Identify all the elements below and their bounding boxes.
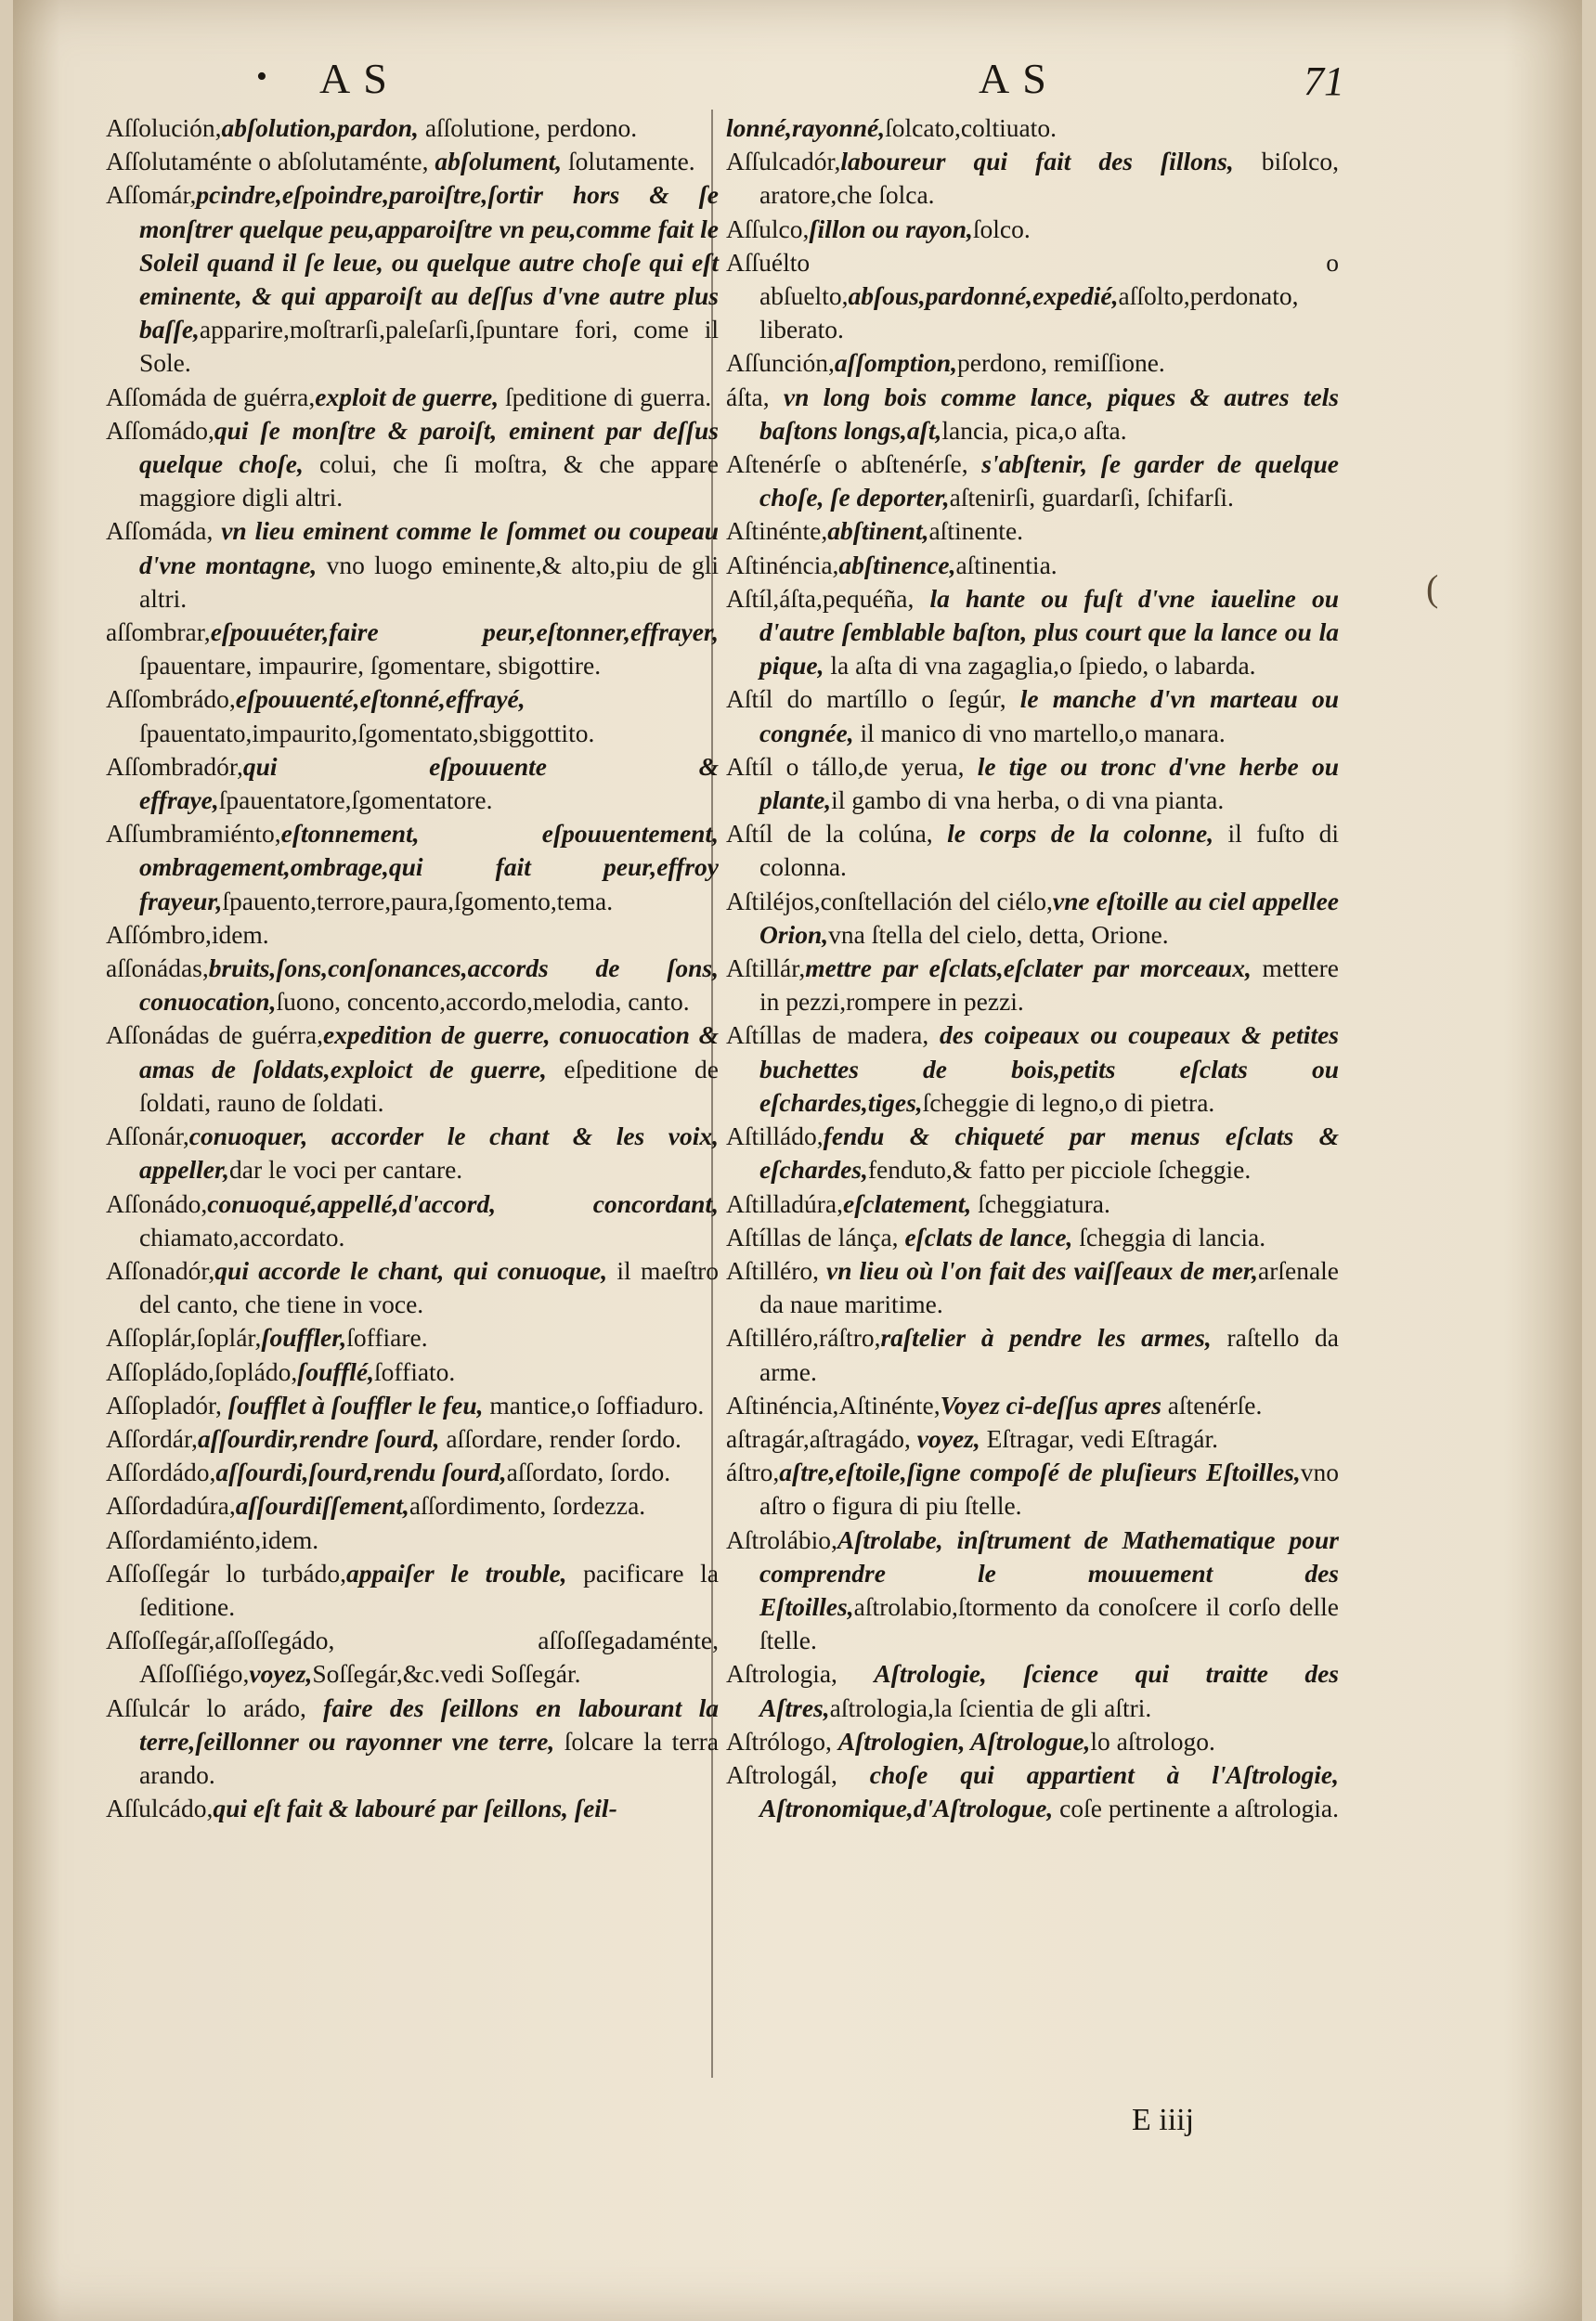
entry-french: lonné,rayonné, <box>726 113 886 142</box>
entry-french: eſpouuéter,faire peur,eſtonner,effrayer, <box>210 617 719 647</box>
entry-italian: vna ſtella del cielo, detta, Orione. <box>828 919 1169 949</box>
entry-french: Aſtrologie, ſcience qui traitte des Aſtres, <box>759 1659 1339 1722</box>
entry-headword: Aſtillár, <box>726 953 806 983</box>
entry-headword: Aſtenérſe o abſtenérſe, <box>726 449 982 479</box>
dictionary-entry <box>106 1120 719 1186</box>
printer-signature: E iiij <box>1132 2103 1195 2137</box>
entry-headword: Aſtrologál, <box>726 1759 870 1789</box>
entry-italian: aſſolto,perdonato, liberato. <box>759 281 1299 344</box>
entry-italian: ſcheggiatura. <box>971 1188 1110 1218</box>
entry-headword: Aſſonádo, <box>106 1188 208 1218</box>
dictionary-entry <box>726 1758 1339 1825</box>
entry-italian: aſtinentia. <box>955 550 1058 579</box>
dictionary-entry <box>726 1221 1339 1254</box>
entry-italian: il fuſto di colonna. <box>759 819 1339 882</box>
running-head-left: AS <box>319 55 400 102</box>
entry-italian: aſtenérſe. <box>1161 1390 1263 1420</box>
entry-headword: Aſtinénte, <box>726 516 828 546</box>
entry-headword: Aſſombrádo, <box>106 684 236 714</box>
entry-headword: Aſſulcár lo arádo, <box>106 1692 324 1722</box>
entry-italian: mantice,o ſoffiaduro. <box>483 1390 705 1420</box>
entry-french: qui ſe monſtre & paroiſt, eminent par deſſus quelque choſe, <box>139 415 719 479</box>
entry-italian: ſpauentare, impaurire, ſgomentare, sbigottire. <box>139 651 602 681</box>
entry-headword: áſtro, <box>726 1458 780 1487</box>
dictionary-entry <box>726 682 1339 749</box>
entry-french: la hante ou fuſt d'vne iaueline ou d'autre ſemblable baſton, plus court que la lance ou la pique, <box>759 583 1339 681</box>
entry-french: expedition de guerre, conuocation & amas de ſoldats,exploict de guerre, <box>139 1020 719 1083</box>
dictionary-entry <box>106 1254 719 1321</box>
entry-french: abſous,pardonné,expedié, <box>848 281 1119 311</box>
entry-headword: Aſſulcadór, <box>726 147 841 176</box>
entry-italian: aſſordimento, ſordezza. <box>409 1491 646 1521</box>
dictionary-entry <box>726 817 1339 884</box>
entry-italian: Eſtragar, vedi Eſtragár. <box>980 1423 1218 1453</box>
entry-french: raſtelier à pendre les armes, <box>880 1323 1212 1353</box>
entry-headword: Aſſombradór, <box>106 751 243 781</box>
entry-italian: aſtenirſi, guardarſi, ſchifarſi. <box>949 483 1234 512</box>
entry-headword: Aſtíl do martíllo o ſegúr, <box>726 684 1020 714</box>
dictionary-entry <box>106 1321 719 1355</box>
entry-headword: Aſtrólogo, <box>726 1726 838 1756</box>
entry-french: s'abſtenir, ſe garder de quelque choſe, ſe deporter, <box>759 449 1339 512</box>
entry-headword: Aſtíllas de lánça, <box>726 1222 905 1251</box>
dictionary-entry <box>106 414 719 515</box>
dictionary-entry <box>726 447 1339 514</box>
entry-headword: Aſſulco, <box>726 214 810 243</box>
dictionary-entry <box>726 1725 1339 1758</box>
dictionary-entry <box>726 213 1339 246</box>
dictionary-entry <box>106 1624 719 1691</box>
entry-italian: il manico di vno martello,o manara. <box>853 718 1226 747</box>
dictionary-entry <box>726 885 1339 952</box>
dictionary-entry <box>106 1389 719 1422</box>
dictionary-entry <box>726 1389 1339 1422</box>
entry-italian: ſoffiare. <box>346 1323 428 1353</box>
dictionary-column-left <box>106 111 719 1825</box>
book-page <box>13 0 1582 2321</box>
entry-italian: ſolcare la terra arando. <box>139 1726 719 1789</box>
entry-french: vn long bois comme lance, piques & autres tels baſtons longs,aſt, <box>759 382 1340 445</box>
entry-italian: aſſordare, render ſordo. <box>439 1423 681 1453</box>
dictionary-entry <box>106 1557 719 1624</box>
dictionary-entry <box>106 1692 719 1793</box>
entry-headword: Aſſulcádo, <box>106 1794 214 1823</box>
dictionary-entry <box>106 1456 719 1489</box>
entry-headword: Aſtiléjos,conſtellación del ciélo, <box>726 886 1053 915</box>
entry-french: ſouffler, <box>261 1323 347 1353</box>
entry-italian: coſe pertinente a aſtrologia. <box>1053 1794 1340 1823</box>
entry-french: ſillon ou rayon, <box>809 214 973 243</box>
entry-french: eſtonnement, eſpouuentement, ombragement,ombrage,qui fait peur,effroy frayeur, <box>139 819 719 915</box>
dictionary-entry <box>106 750 719 817</box>
entry-headword: Aſſumbramiénto, <box>106 819 281 849</box>
entry-headword: Aſſolución, <box>106 113 222 142</box>
dictionary-entry <box>726 346 1339 380</box>
dictionary-entry <box>726 582 1339 683</box>
entry-headword: Aſſomáda, <box>106 516 222 546</box>
entry-italian: ſcheggie di legno,o di pietra. <box>922 1087 1215 1117</box>
entry-french: voyez, <box>916 1423 980 1453</box>
entry-italian: pacificare la ſeditione. <box>139 1558 719 1621</box>
dictionary-entry <box>726 1018 1339 1120</box>
entry-headword: Aſſomáda de guérra, <box>106 382 316 411</box>
entry-italian: aſtinente. <box>928 516 1024 546</box>
entry-italian: ſpauento,terrore,paura,ſgomento,tema. <box>222 886 614 915</box>
dictionary-entry <box>106 1489 719 1523</box>
entry-headword: Aſtíl o tállo,de yerua, <box>726 751 978 781</box>
entry-french: mettre par eſclats,eſclater par morceaux, <box>805 953 1252 983</box>
entry-italian: vno aſtro o figura di piu ſtelle. <box>759 1458 1339 1521</box>
entry-headword: aſtragár,aſtragádo, <box>726 1423 917 1453</box>
dictionary-entry <box>726 952 1339 1018</box>
entry-headword: Aſſordádo, <box>106 1458 216 1487</box>
entry-italian: aſtrolabio,ſtormento da conoſcere il corſo delle ſtelle. <box>759 1591 1339 1655</box>
entry-french: Voyez ci-deſſus apres <box>940 1390 1161 1420</box>
entry-italian: aſſordato, ſordo. <box>506 1458 671 1487</box>
dictionary-entry <box>106 1187 719 1254</box>
dictionary-entry <box>106 514 719 616</box>
entry-headword: Aſtilléro,ráſtro, <box>726 1323 881 1353</box>
dictionary-entry <box>726 381 1339 447</box>
entry-italian: ſuono, concento,accordo,melodia, canto. <box>276 987 690 1017</box>
entry-french: abſtinence, <box>838 550 956 579</box>
entry-french: ſoufflet à ſouffler le feu, <box>227 1390 484 1420</box>
entry-italian: ſolco. <box>972 214 1031 243</box>
running-head-right: AS <box>979 55 1059 102</box>
entry-french: ſoufflé, <box>297 1356 374 1386</box>
entry-italian: la aſta di vna zagaglia,o ſpiedo, o labarda. <box>824 651 1256 681</box>
entry-headword: Aſſordamiénto,idem. <box>106 1524 319 1554</box>
entry-french: conuoquer, accorder le chant & les voix, appeller, <box>139 1122 719 1185</box>
entry-french: faire des ſeillons en labourant la terre,ſeillonner ou rayonner vne terre, <box>139 1692 719 1756</box>
dictionary-entry <box>726 750 1339 817</box>
dictionary-entry <box>106 918 719 952</box>
entry-french: vne eſtoille au ciel appellee Orion, <box>759 886 1339 949</box>
dictionary-entry <box>726 1456 1339 1523</box>
dictionary-entry <box>106 1524 719 1557</box>
dictionary-entry <box>726 111 1339 145</box>
dictionary-entry <box>106 381 719 414</box>
entry-french: le tige ou tronc d'vne herbe ou plante, <box>759 751 1339 815</box>
entry-headword: Aſſomádo, <box>106 415 214 445</box>
dictionary-entry <box>106 1422 719 1456</box>
entry-french: vn lieu où l'on fait des vaiſſeaux de mer, <box>826 1255 1258 1285</box>
entry-french: Aſtrolabe, inſtrument de Mathematique pour comprendre le mouuement des Eſtoilles, <box>759 1524 1339 1621</box>
entry-french: fendu & chiqueté par menus eſclats & eſchardes, <box>759 1122 1339 1185</box>
entry-italian: Soſſegár,&c.vedi Soſſegár. <box>312 1659 581 1689</box>
entry-headword: Aſſunción, <box>726 348 835 378</box>
dictionary-column-right <box>726 111 1339 1825</box>
entry-headword: Aſtrolábio, <box>726 1524 837 1554</box>
entry-french: abſtinent, <box>827 516 929 546</box>
entry-headword: Aſſonadór, <box>106 1255 215 1285</box>
entry-headword: Aſſómbro,idem. <box>106 919 269 949</box>
entry-italian: ſolutamente. <box>562 147 695 176</box>
dictionary-entry <box>106 145 719 178</box>
entry-headword: Aſſordadúra, <box>106 1491 236 1521</box>
entry-french: eſclats de lance, <box>904 1222 1073 1251</box>
entry-italian: lancia, pica,o aſta. <box>941 415 1127 445</box>
entry-headword: Aſſoplár,ſoplár, <box>106 1323 262 1353</box>
page-number: 71 <box>1304 58 1344 104</box>
entry-italian: dar le voci per cantare. <box>229 1155 463 1185</box>
entry-french: pcindre,eſpoindre,paroiſtre,ſortir hors & ſe monſtrer quelque peu,apparoiſtre vn peu,comme fait le Soleil quand il ſe leue, ou quelque autre choſe qui eſt eminente, & qui apparoiſt au deſſus d'vne autre plus baſſe, <box>139 180 719 344</box>
entry-headword: Aſſoſſegár lo turbádo, <box>106 1558 346 1588</box>
entry-headword: aſſombrar, <box>106 617 211 647</box>
entry-headword: Aſſonádas de guérra, <box>106 1020 323 1050</box>
entry-french: exploit de guerre, <box>315 382 500 411</box>
entry-french: le manche d'vn marteau ou congnée, <box>759 684 1340 747</box>
dictionary-entry <box>106 682 719 749</box>
entry-french: laboureur qui fait des ſillons, <box>840 147 1234 176</box>
dictionary-entry <box>726 1657 1339 1724</box>
entry-headword: Aſſomár, <box>106 180 197 210</box>
entry-italian: colui, che ſi moſtra, & che appare maggiore digli altri. <box>139 449 719 512</box>
entry-italian: eſpeditione de ſoldati, rauno de ſoldati. <box>139 1054 719 1117</box>
entry-french: aſſourdi,ſourd,rendu ſourd, <box>215 1458 507 1487</box>
dictionary-entry <box>726 246 1339 347</box>
entry-headword: Aſtrologia, <box>726 1659 875 1689</box>
entry-italian: aſtrologia,la ſcientia de gli aſtri. <box>829 1692 1152 1722</box>
dictionary-entry <box>106 616 719 682</box>
dictionary-entry <box>726 549 1339 582</box>
entry-french: voyez, <box>249 1659 313 1689</box>
entry-headword: aſſonádas, <box>106 953 209 983</box>
dictionary-entry <box>726 1187 1339 1221</box>
dictionary-entry <box>726 145 1339 212</box>
dictionary-entry <box>106 1355 719 1389</box>
entry-french: eſclatement, <box>843 1188 972 1218</box>
dictionary-entry <box>106 178 719 380</box>
dictionary-entry <box>726 1321 1339 1388</box>
entry-headword: Aſtilládo, <box>726 1122 824 1151</box>
entry-headword: Aſtilléro, <box>726 1255 827 1285</box>
entry-french: appaiſer le trouble, <box>345 1558 567 1588</box>
entry-italian: aſſolutione, perdono. <box>418 113 638 142</box>
entry-french: des coipeaux ou coupeaux & petites buchettes de bois,petits eſclats ou eſchardes,tiges, <box>759 1020 1339 1117</box>
entry-headword: Aſtíl,áſta,pequéña, <box>726 583 930 613</box>
entry-headword: Aſſordár, <box>106 1423 198 1453</box>
entry-french: qui eſpouuente & effraye, <box>139 751 719 815</box>
entry-italian: vno luogo eminente,& alto,piu de gli altri. <box>139 550 720 613</box>
dictionary-entry <box>726 1524 1339 1658</box>
entry-italian: ſolcato,coltiuato. <box>885 113 1057 142</box>
entry-headword: Aſtinéncia,Aſtinénte, <box>726 1390 941 1420</box>
entry-headword: Aſtilladúra, <box>726 1188 844 1218</box>
header-bullet: • <box>256 59 267 94</box>
entry-italian: il gambo di vna herba, o di vna pianta. <box>831 785 1225 815</box>
entry-french: qui accorde le chant, qui conuoque, <box>214 1255 608 1285</box>
entry-french: qui eſt fait & labouré par ſeillons, ſeil- <box>213 1794 617 1823</box>
entry-french: eſpouuenté,eſtonné,effrayé, <box>235 684 526 714</box>
entry-headword: Aſſopládo,ſopládo, <box>106 1356 298 1386</box>
entry-french: abſolument, <box>435 147 563 176</box>
entry-italian: lo aſtrologo. <box>1090 1726 1215 1756</box>
margin-mark: ( <box>1426 567 1439 609</box>
entry-headword: Aſſoſſegár,aſſoſſegádo, aſſoſſegadaménte, Aſſoſſiégo, <box>106 1626 719 1689</box>
entry-italian: perdono, remiſſione. <box>957 348 1165 378</box>
dictionary-entry <box>726 1120 1339 1186</box>
entry-french: abſolution,pardon, <box>221 113 419 142</box>
entry-french: bruits,ſons,conſonances,accords de ſons, conuocation, <box>139 953 719 1017</box>
entry-headword: Aſtíllas de madera, <box>726 1020 940 1050</box>
dictionary-entry <box>726 1422 1339 1456</box>
entry-french: aſſomption, <box>834 348 958 378</box>
dictionary-entry <box>726 1254 1339 1321</box>
dictionary-entry <box>106 1792 719 1825</box>
entry-french: aſtre,eſtoile,ſigne compoſé de pluſieurs Eſtoilles, <box>779 1458 1301 1487</box>
entry-french: aſſourdiſſement, <box>235 1491 409 1521</box>
entry-italian: apparire,moſtrarſi,paleſarſi,ſpuntare fori, come il Sole. <box>139 315 719 378</box>
entry-headword: Aſtinéncia, <box>726 550 839 579</box>
dictionary-entry <box>106 1018 719 1120</box>
entry-headword: áſta, <box>726 382 784 411</box>
entry-italian: ſpauentato,impaurito,ſgomentato,sbiggottito. <box>139 718 595 747</box>
entry-headword: Aſſuélto o abſuelto, <box>726 247 1339 311</box>
entry-french: choſe qui appartient à l'Aſtrologie, Aſtronomique,d'Aſtrologue, <box>759 1759 1339 1823</box>
entry-italian: fenduto,& fatto per picciole ſcheggie. <box>867 1155 1252 1185</box>
dictionary-entry <box>106 111 719 145</box>
entry-italian: mettere in pezzi,rompere in pezzi. <box>759 953 1339 1017</box>
entry-italian: chiamato,accordato. <box>139 1222 345 1251</box>
entry-french: le corps de la colonne, <box>947 819 1214 849</box>
entry-french: conuoqué,appellé,d'accord, concordant, <box>207 1188 719 1218</box>
entry-italian: il maeſtro del canto, che tiene in voce. <box>139 1255 720 1319</box>
entry-italian: biſolco, aratore,che ſolca. <box>759 147 1339 210</box>
entry-italian: ſcheggia di lancia. <box>1072 1222 1266 1251</box>
entry-italian: ſpauentatore,ſgomentatore. <box>218 785 493 815</box>
entry-french: aſſourdir,rendre ſourd, <box>197 1423 440 1453</box>
dictionary-entry <box>106 952 719 1018</box>
dictionary-entry <box>106 817 719 918</box>
entry-italian: ſpeditione di guerra. <box>499 382 712 411</box>
entry-italian: arſenale da naue maritime. <box>759 1255 1339 1319</box>
entry-headword: Aſſonár, <box>106 1122 189 1151</box>
dictionary-entry <box>726 514 1339 548</box>
entry-italian: raſtello da arme. <box>759 1323 1339 1386</box>
entry-headword: Aſtíl de la colúna, <box>726 819 948 849</box>
entry-headword: Aſſolutaménte o abſolutaménte, <box>106 147 435 176</box>
entry-italian: ſoffiato. <box>373 1356 456 1386</box>
entry-headword: Aſſopladór, <box>106 1390 228 1420</box>
entry-french: vn lieu eminent comme le ſommet ou coupeau d'vne montagne, <box>139 516 719 579</box>
entry-french: Aſtrologien, Aſtrologue, <box>837 1726 1091 1756</box>
